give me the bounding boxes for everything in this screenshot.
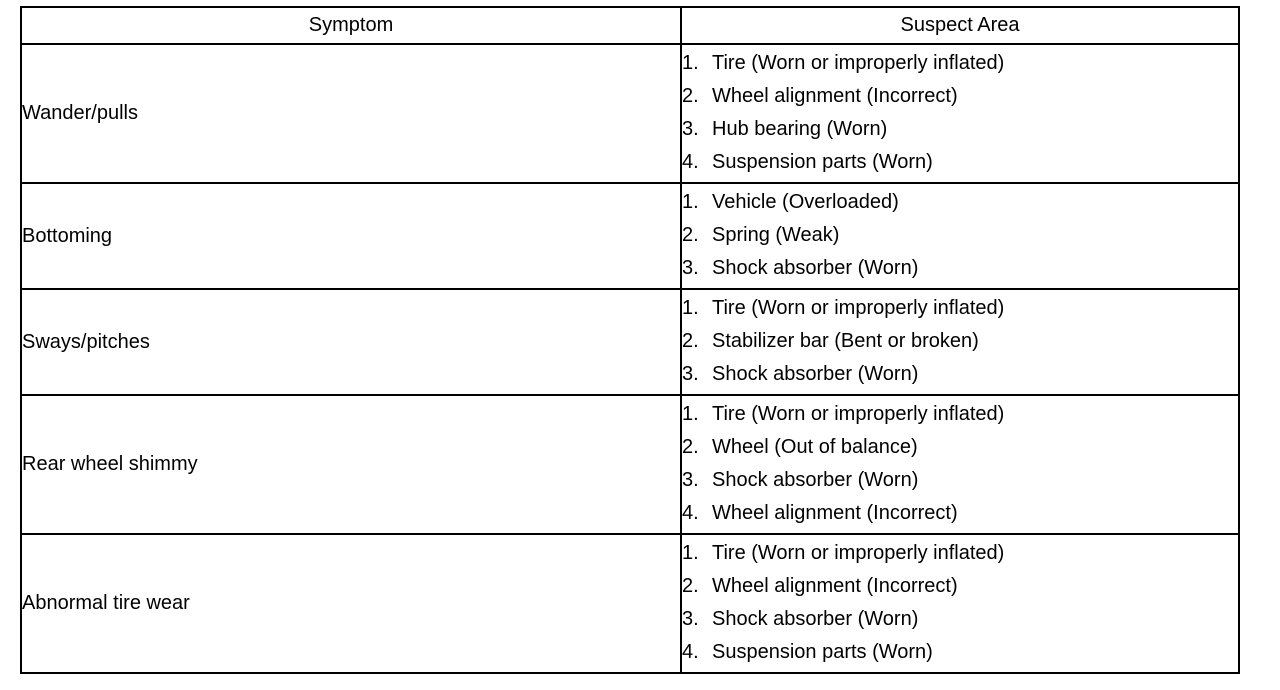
list-item (682, 358, 1238, 391)
list-item (682, 497, 1238, 530)
item-number: 3. (682, 118, 699, 140)
item-text: Shock absorber (Worn) (712, 363, 919, 385)
list-item (682, 292, 1238, 325)
item-text: Wheel alignment (Incorrect) (712, 85, 958, 107)
item-text: Tire (Worn or improperly inflated) (712, 52, 1005, 74)
table-row (21, 395, 1239, 534)
header-symptom: Symptom (21, 7, 681, 44)
item-number: 2. (682, 575, 699, 597)
item-text: Wheel alignment (Incorrect) (712, 502, 958, 524)
list-item (682, 80, 1238, 113)
item-number: 3. (682, 608, 699, 630)
suspect-area-cell (681, 395, 1239, 534)
item-text: Hub bearing (Worn) (712, 118, 888, 140)
item-number: 1. (682, 403, 699, 425)
header-row (21, 7, 1239, 44)
list-item (682, 603, 1238, 636)
item-number: 4. (682, 502, 699, 524)
list-item (682, 47, 1238, 80)
item-text: Shock absorber (Worn) (712, 257, 919, 279)
item-text: Stabilizer bar (Bent or broken) (712, 330, 979, 352)
list-item (682, 398, 1238, 431)
item-number: 3. (682, 363, 699, 385)
item-number: 4. (682, 151, 699, 173)
table-row (21, 289, 1239, 395)
symptom-cell: Wander/pulls (21, 44, 681, 183)
item-number: 3. (682, 257, 699, 279)
item-text: Shock absorber (Worn) (712, 608, 919, 630)
list-item (682, 325, 1238, 358)
item-number: 4. (682, 641, 699, 663)
suspect-area-cell (681, 44, 1239, 183)
symptom-cell: Rear wheel shimmy (21, 395, 681, 534)
item-text: Shock absorber (Worn) (712, 469, 919, 491)
item-number: 2. (682, 436, 699, 458)
symptom-cell: Sways/pitches (21, 289, 681, 395)
list-item (682, 431, 1238, 464)
table-row (21, 44, 1239, 183)
list-item (682, 113, 1238, 146)
symptom-cell: Bottoming (21, 183, 681, 289)
item-text: Spring (Weak) (712, 224, 840, 246)
list-item (682, 636, 1238, 669)
list-item (682, 186, 1238, 219)
item-text: Suspension parts (Worn) (712, 151, 933, 173)
item-number: 1. (682, 191, 699, 213)
table-row (21, 534, 1239, 673)
header-suspect-area: Suspect Area (681, 7, 1239, 44)
list-item (682, 464, 1238, 497)
item-number: 1. (682, 542, 699, 564)
item-text: Tire (Worn or improperly inflated) (712, 542, 1005, 564)
item-number: 2. (682, 85, 699, 107)
item-text: Vehicle (Overloaded) (712, 191, 899, 213)
item-number: 2. (682, 224, 699, 246)
symptom-table (20, 6, 1240, 674)
item-number: 1. (682, 52, 699, 74)
item-text: Tire (Worn or improperly inflated) (712, 297, 1005, 319)
item-text: Wheel (Out of balance) (712, 436, 918, 458)
list-item (682, 570, 1238, 603)
suspect-area-cell (681, 183, 1239, 289)
list-item (682, 252, 1238, 285)
item-text: Wheel alignment (Incorrect) (712, 575, 958, 597)
item-number: 2. (682, 330, 699, 352)
list-item (682, 146, 1238, 179)
item-number: 3. (682, 469, 699, 491)
item-number: 1. (682, 297, 699, 319)
suspect-area-cell (681, 534, 1239, 673)
table-row (21, 183, 1239, 289)
item-text: Suspension parts (Worn) (712, 641, 933, 663)
suspect-area-cell (681, 289, 1239, 395)
list-item (682, 537, 1238, 570)
symptom-cell: Abnormal tire wear (21, 534, 681, 673)
list-item (682, 219, 1238, 252)
item-text: Tire (Worn or improperly inflated) (712, 403, 1005, 425)
